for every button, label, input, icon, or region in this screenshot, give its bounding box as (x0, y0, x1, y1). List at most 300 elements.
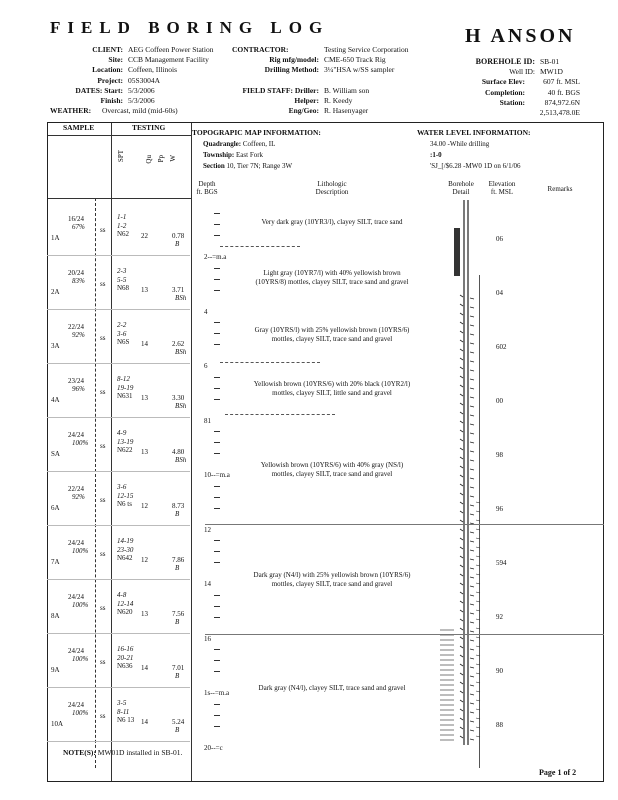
annulus-hatch (460, 619, 463, 621)
depth-tick (214, 540, 220, 541)
elevation-marker: 04 (496, 289, 503, 297)
rig-row: Rig mfg/model: CME-650 Track Rig (269, 55, 386, 65)
spt-n-value: N622 (117, 446, 133, 454)
sample-recovery: 16/24 (68, 215, 84, 223)
annulus-hatch (476, 736, 480, 737)
depth-tick (214, 671, 220, 672)
annulus-hatch (460, 439, 463, 441)
qu-head: Qu (145, 155, 153, 164)
annulus-hatch (476, 556, 480, 557)
sample-type: ss (100, 280, 106, 288)
annulus-hatch (476, 565, 480, 566)
lithology-description: Yellowish brown (10YRS/6) with 20% black (10YR2/l) mottles, clayey SILT, little sand and gravel (253, 380, 411, 397)
sample-type: ss (100, 226, 106, 234)
elevation-marker: 602 (496, 343, 507, 351)
sample-row-divider (47, 525, 190, 526)
sample-percent: 100% (72, 655, 89, 663)
qu-value: 5.24 (172, 718, 185, 726)
annulus-hatch (460, 457, 463, 459)
sample-row-divider (47, 255, 190, 256)
qu-test-type: BSh (175, 348, 187, 356)
depth-marker: 10--=m.a (204, 471, 230, 479)
moisture-content: 14 (141, 664, 148, 672)
annulus-hatch (470, 424, 474, 425)
annulus-hatch (476, 709, 480, 710)
annulus-hatch (470, 361, 474, 362)
annulus-hatch (476, 700, 480, 701)
sample-percent: 96% (72, 385, 85, 393)
qu-value: 4.80 (172, 448, 185, 456)
annulus-hatch (476, 628, 480, 629)
section-row: Section 10, Tier 7N; Range 3W (203, 162, 293, 170)
testing-heading: TESTING (132, 123, 166, 132)
well-id-row: Well ID: MW1D (509, 67, 563, 77)
spt-blows: 8-12 19-19 (117, 375, 134, 392)
annulus-hatch (476, 682, 480, 683)
qu-value: 7.01 (172, 664, 185, 672)
lithology-description: Very dark gray (10YR3/l), clayey SILT, trace sand (261, 218, 403, 226)
annulus-hatch (470, 703, 474, 704)
spt-blows: 16-16 20-21 (117, 645, 134, 662)
boundary-line (225, 414, 335, 415)
quadrangle-row: Quadrangle: Coffeen, IL (203, 140, 276, 148)
annulus-hatch (460, 574, 463, 576)
annulus-hatch (460, 295, 463, 297)
spt-n-value: N6 13 (117, 716, 135, 724)
annulus-hatch (476, 655, 480, 656)
lithology-description: Dark gray (N4/l), clayey SILT, trace sand and gravel (258, 684, 406, 692)
divider-sample (111, 123, 112, 781)
annulus-hatch (460, 565, 463, 567)
annulus-hatch (470, 343, 474, 344)
annulus-hatch (460, 655, 463, 657)
lithology-description: Dark gray (N4/l) with 25% yellowish brown (10YRS/6) mottles, clayey SILT, trace sand and gravel (253, 571, 411, 588)
sample-recovery: 24/24 (68, 539, 84, 547)
depth-tick (214, 442, 220, 443)
sample-row-divider (47, 363, 190, 364)
depth-tick (214, 268, 220, 269)
spt-blows: 1-1 1-2 (117, 213, 127, 230)
annulus-hatch (470, 505, 474, 506)
annulus-hatch (460, 700, 463, 702)
depth-tick (214, 290, 220, 291)
sample-type: ss (100, 604, 106, 612)
depth-marker: 1s--=m.a (204, 689, 230, 697)
annulus-hatch (460, 601, 463, 603)
depth-tick (214, 322, 220, 323)
annulus-hatch (460, 646, 463, 648)
depth-tick (214, 551, 220, 552)
sample-type: ss (100, 442, 106, 450)
annulus-hatch (476, 547, 480, 548)
annulus-hatch (470, 568, 474, 569)
spt-blows: 3-6 12-15 (117, 483, 134, 500)
sample-id: 10A (51, 720, 64, 728)
annulus-hatch (470, 685, 474, 686)
annulus-hatch (460, 367, 463, 369)
qu-value: 7.86 (172, 556, 185, 564)
annulus-hatch (476, 601, 480, 602)
elevation-marker: 88 (496, 721, 503, 729)
qu-test-type: B (175, 618, 180, 626)
annulus-hatch (470, 307, 474, 308)
annulus-hatch (470, 604, 474, 605)
annulus-hatch (470, 433, 474, 434)
annulus-hatch (476, 538, 480, 539)
annulus-hatch (476, 511, 480, 512)
annulus-hatch (476, 691, 480, 692)
well-construction-diagram (440, 200, 510, 760)
annulus-hatch (476, 718, 480, 719)
moisture-content: 14 (141, 718, 148, 726)
sample-heading: SAMPLE (63, 123, 95, 132)
annulus-hatch (460, 322, 463, 324)
spt-blows: 4-8 12-14 (117, 591, 134, 608)
annulus-hatch (460, 502, 463, 504)
w-head: W (169, 155, 177, 162)
annulus-hatch (470, 613, 474, 614)
spt-head: SPT (117, 150, 125, 163)
depth-marker: 12 (204, 525, 211, 534)
annulus-hatch (460, 313, 463, 315)
litho-col-head: Lithologic Description (315, 180, 349, 196)
boundary-line (205, 524, 604, 525)
annulus-hatch (460, 673, 463, 675)
sample-id: 4A (51, 396, 60, 404)
annulus-hatch (470, 514, 474, 515)
moisture-content: 22 (141, 232, 148, 240)
header-left (50, 45, 213, 116)
qu-value: 3.30 (172, 394, 185, 402)
annulus-hatch (476, 520, 480, 521)
station-e-row: 2,513,478.0E (539, 108, 580, 118)
depth-tick (214, 224, 220, 225)
annulus-hatch (460, 385, 463, 387)
annulus-hatch (460, 709, 463, 711)
elev-col-head: Elevation ft. MSL (488, 180, 516, 196)
annulus-hatch (470, 649, 474, 650)
spt-blows: 3-5 8-11 (117, 699, 130, 716)
sample-row-divider (47, 687, 190, 688)
annulus-hatch (460, 691, 463, 693)
annulus-hatch (470, 379, 474, 380)
site-row: Site: CCB Management Facility (108, 55, 209, 65)
water-level-3: 'SJ_[/$6.28 -MW0 1D on 6/1/06 (430, 162, 521, 170)
water-heading: WATER LEVEL INFORMATION: (417, 128, 531, 137)
depth-tick (214, 617, 220, 618)
qu-value: 2.62 (172, 340, 185, 348)
annulus-hatch (470, 721, 474, 722)
sample-percent: 92% (72, 493, 85, 501)
sample-recovery: 24/24 (68, 647, 84, 655)
sample-id: 6A (51, 504, 60, 512)
spt-n-value: N6 ts (117, 500, 132, 508)
drilling-method-row: Drilling Method: 3¼"HSA w/SS sampler (264, 65, 395, 75)
sample-percent: 100% (72, 709, 89, 717)
sample-percent: 100% (72, 439, 89, 447)
annulus-hatch (476, 646, 480, 647)
depth-tick (214, 453, 220, 454)
township-row: Township: East Fork (203, 151, 264, 159)
annulus-hatch (470, 640, 474, 641)
sample-type: ss (100, 388, 106, 396)
annulus-hatch (470, 631, 474, 632)
client-row: CLIENT: AEG Coffeen Power Station (92, 45, 214, 54)
depth-marker: 4 (204, 307, 208, 316)
annulus-hatch (470, 478, 474, 479)
spt-blows: 2-3 5-5 (117, 267, 127, 284)
topo-heading: TOPOGRAPIC MAP INFORMATION: (192, 128, 321, 137)
surface-seal (454, 228, 460, 276)
depth-tick (214, 344, 220, 345)
spt-n-value: N642 (117, 554, 133, 562)
annulus-hatch (470, 352, 474, 353)
moisture-content: 13 (141, 610, 148, 618)
elevation-marker: 98 (496, 451, 503, 459)
spt-blows: 2-2 3-6 (117, 321, 127, 338)
depth-marker: 14 (204, 580, 211, 588)
annulus-hatch (470, 541, 474, 542)
qu-test-type: BSh (175, 402, 187, 410)
dashed-core-line (95, 198, 96, 768)
annulus-hatch (470, 334, 474, 335)
surface-elev-row: Surface Elev: 607 ft. MSL (481, 77, 580, 87)
elevation-marker: 594 (496, 559, 507, 567)
annulus-hatch (460, 718, 463, 720)
finish-date-row: Finish: 5/3/2006 (100, 96, 155, 106)
notes: NOTE(S): MW01D installed in SB-01. (63, 748, 183, 757)
annulus-hatch (470, 658, 474, 659)
annulus-hatch (470, 577, 474, 578)
annulus-hatch (470, 730, 474, 731)
annulus-hatch (476, 664, 480, 665)
sample-id: 9A (51, 666, 60, 674)
annulus-hatch (470, 451, 474, 452)
depth-marker: 16 (204, 634, 211, 643)
annulus-hatch (460, 394, 463, 396)
spt-n-value: N636 (117, 662, 133, 670)
annulus-hatch (460, 484, 463, 486)
annulus-hatch (470, 622, 474, 623)
annulus-hatch (460, 403, 463, 405)
depth-tick (214, 431, 220, 432)
annulus-hatch (460, 304, 463, 306)
depth-tick (214, 486, 220, 487)
qu-value: 0.78 (172, 232, 185, 240)
annulus-hatch (470, 532, 474, 533)
sample-id: 7A (51, 558, 60, 566)
annulus-hatch (476, 502, 480, 503)
moisture-content: 13 (141, 448, 148, 456)
page-title: FIELD BORING LOG (50, 18, 330, 37)
elevation-marker: 90 (496, 667, 503, 675)
annulus-hatch (476, 727, 480, 728)
elevation-marker: 96 (496, 505, 503, 513)
spt-n-value: N68 (117, 284, 130, 292)
annulus-hatch (476, 529, 480, 530)
annulus-hatch (460, 358, 463, 360)
sample-row-divider (47, 471, 190, 472)
moisture-content: 12 (141, 556, 148, 564)
annulus-hatch (460, 664, 463, 666)
completion-row: Completion: 40 ft. BGS (485, 87, 580, 97)
spt-blows: 4-9 13-19 (117, 429, 134, 446)
depth-tick (214, 213, 220, 214)
moisture-content: 14 (141, 340, 148, 348)
qu-value: 3.71 (172, 286, 185, 294)
sample-percent: 92% (72, 331, 85, 339)
annulus-hatch (460, 412, 463, 414)
helper-row: Helper: R. Keedy (294, 96, 353, 105)
qu-test-type: B (175, 726, 180, 734)
annulus-hatch (460, 493, 463, 495)
depth-marker: 81 (204, 416, 211, 425)
annulus-hatch (470, 676, 474, 677)
annulus-hatch (460, 475, 463, 477)
depth-tick (214, 388, 220, 389)
water-level-2: :1-0 (430, 151, 442, 159)
sample-id: 2A (51, 288, 60, 296)
spt-blows: 14-19 23-30 (117, 537, 134, 554)
spt-n-value: N62 (117, 230, 130, 238)
weather-row: WEATHER: Overcast, mild (mid-60s) (50, 106, 178, 116)
annulus-hatch (476, 574, 480, 575)
borehole-id-row: BOREHOLE ID: SB-01 (475, 57, 560, 66)
annulus-hatch (460, 583, 463, 585)
annulus-hatch (460, 421, 463, 423)
sample-id: 8A (51, 612, 60, 620)
sample-type: ss (100, 658, 106, 666)
project-row: Project: 05S3004A (97, 75, 161, 85)
qu-test-type: B (175, 564, 180, 572)
annulus-hatch (460, 538, 463, 540)
depth-tick (214, 715, 220, 716)
sample-id: 3A (51, 342, 60, 350)
sample-row-divider (47, 741, 190, 742)
annulus-hatch (460, 349, 463, 351)
annulus-hatch (476, 610, 480, 611)
depth-tick (214, 649, 220, 650)
annulus-hatch (460, 736, 463, 738)
annulus-hatch (470, 559, 474, 560)
annulus-hatch (476, 673, 480, 674)
depth-marker: 6 (204, 362, 208, 370)
water-level-1: 34.00 -While drilling (430, 140, 490, 148)
qu-test-type: BSh (175, 294, 187, 302)
pp-head: Pp (157, 155, 165, 163)
sample-row-divider (47, 309, 190, 310)
annulus-hatch (460, 511, 463, 513)
annulus-hatch (460, 376, 463, 378)
sample-type: ss (100, 712, 106, 720)
qu-value: 7.56 (172, 610, 185, 618)
moisture-content: 12 (141, 502, 148, 510)
annulus-hatch (476, 592, 480, 593)
elevation-marker: 06 (496, 235, 503, 243)
annulus-hatch (470, 586, 474, 587)
annulus-hatch (470, 298, 474, 299)
sample-recovery: 24/24 (68, 701, 84, 709)
annulus-hatch (460, 610, 463, 612)
borehole-col-head: Borehole Detail (448, 180, 474, 196)
spacer-row (232, 76, 408, 86)
annulus-hatch (460, 520, 463, 522)
annulus-hatch (460, 430, 463, 432)
boundary-line (220, 246, 300, 247)
annulus-hatch (470, 397, 474, 398)
depth-tick (214, 726, 220, 727)
sample-type: ss (100, 550, 106, 558)
qu-test-type: B (175, 510, 180, 518)
boundary-line (205, 634, 604, 635)
depth-tick (214, 595, 220, 596)
depth-tick (214, 704, 220, 705)
annulus-hatch (470, 487, 474, 488)
annulus-hatch (460, 340, 463, 342)
company-logo: H ANSON (465, 25, 576, 47)
annulus-hatch (470, 496, 474, 497)
annulus-hatch (460, 466, 463, 468)
sample-percent: 83% (72, 277, 85, 285)
annulus-hatch (460, 529, 463, 531)
sample-recovery: 22/24 (68, 485, 84, 493)
annulus-hatch (460, 448, 463, 450)
annulus-hatch (470, 370, 474, 371)
annulus-hatch (470, 388, 474, 389)
annulus-hatch (460, 682, 463, 684)
depth-tick (214, 235, 220, 236)
spt-n-value: N620 (117, 608, 133, 616)
annulus-hatch (460, 637, 463, 639)
remarks-col-head: Remarks (547, 185, 573, 193)
qu-value: 8.73 (172, 502, 185, 510)
sample-recovery: 20/24 (68, 269, 84, 277)
depth-tick (214, 660, 220, 661)
depth-tick (214, 562, 220, 563)
spt-n-value: N6S (117, 338, 130, 346)
annulus-hatch (470, 316, 474, 317)
annulus-hatch (476, 619, 480, 620)
annulus-hatch (476, 583, 480, 584)
sample-percent: 67% (72, 223, 85, 231)
annulus-hatch (470, 406, 474, 407)
sample-type: ss (100, 496, 106, 504)
depth-tick (214, 508, 220, 509)
annulus-hatch (470, 442, 474, 443)
divider-head (48, 135, 191, 136)
sample-row-divider (47, 579, 190, 580)
annulus-hatch (470, 595, 474, 596)
annulus-hatch (460, 547, 463, 549)
eng-geo-row: Eng/Geo: R. Hasenyager (288, 106, 369, 116)
boundary-line (220, 362, 320, 363)
annulus-hatch (470, 667, 474, 668)
depth-marker: 2--=m.a (204, 253, 227, 261)
sample-id: 1A (51, 234, 60, 242)
sample-type: ss (100, 334, 106, 342)
sample-row-divider (47, 633, 190, 634)
depth-tick (214, 279, 220, 280)
sample-recovery: 24/24 (68, 593, 84, 601)
divider-colhead (48, 198, 191, 199)
depth-tick (214, 497, 220, 498)
depth-tick (214, 333, 220, 334)
lithology-description: Gray (10YRS/l) with 25% yellowish brown (10YRS/6) mottles, clayey SILT, trace sand and gravel (254, 326, 410, 343)
moisture-content: 13 (141, 286, 148, 294)
station-row: Station: 874,972.6N (499, 97, 580, 107)
lithology-description: Yellowish brown (10YRS/6) with 40% gray (NS/l) mottles, clayey SILT, trace sand and gravel (260, 461, 404, 478)
depth-tick (214, 606, 220, 607)
